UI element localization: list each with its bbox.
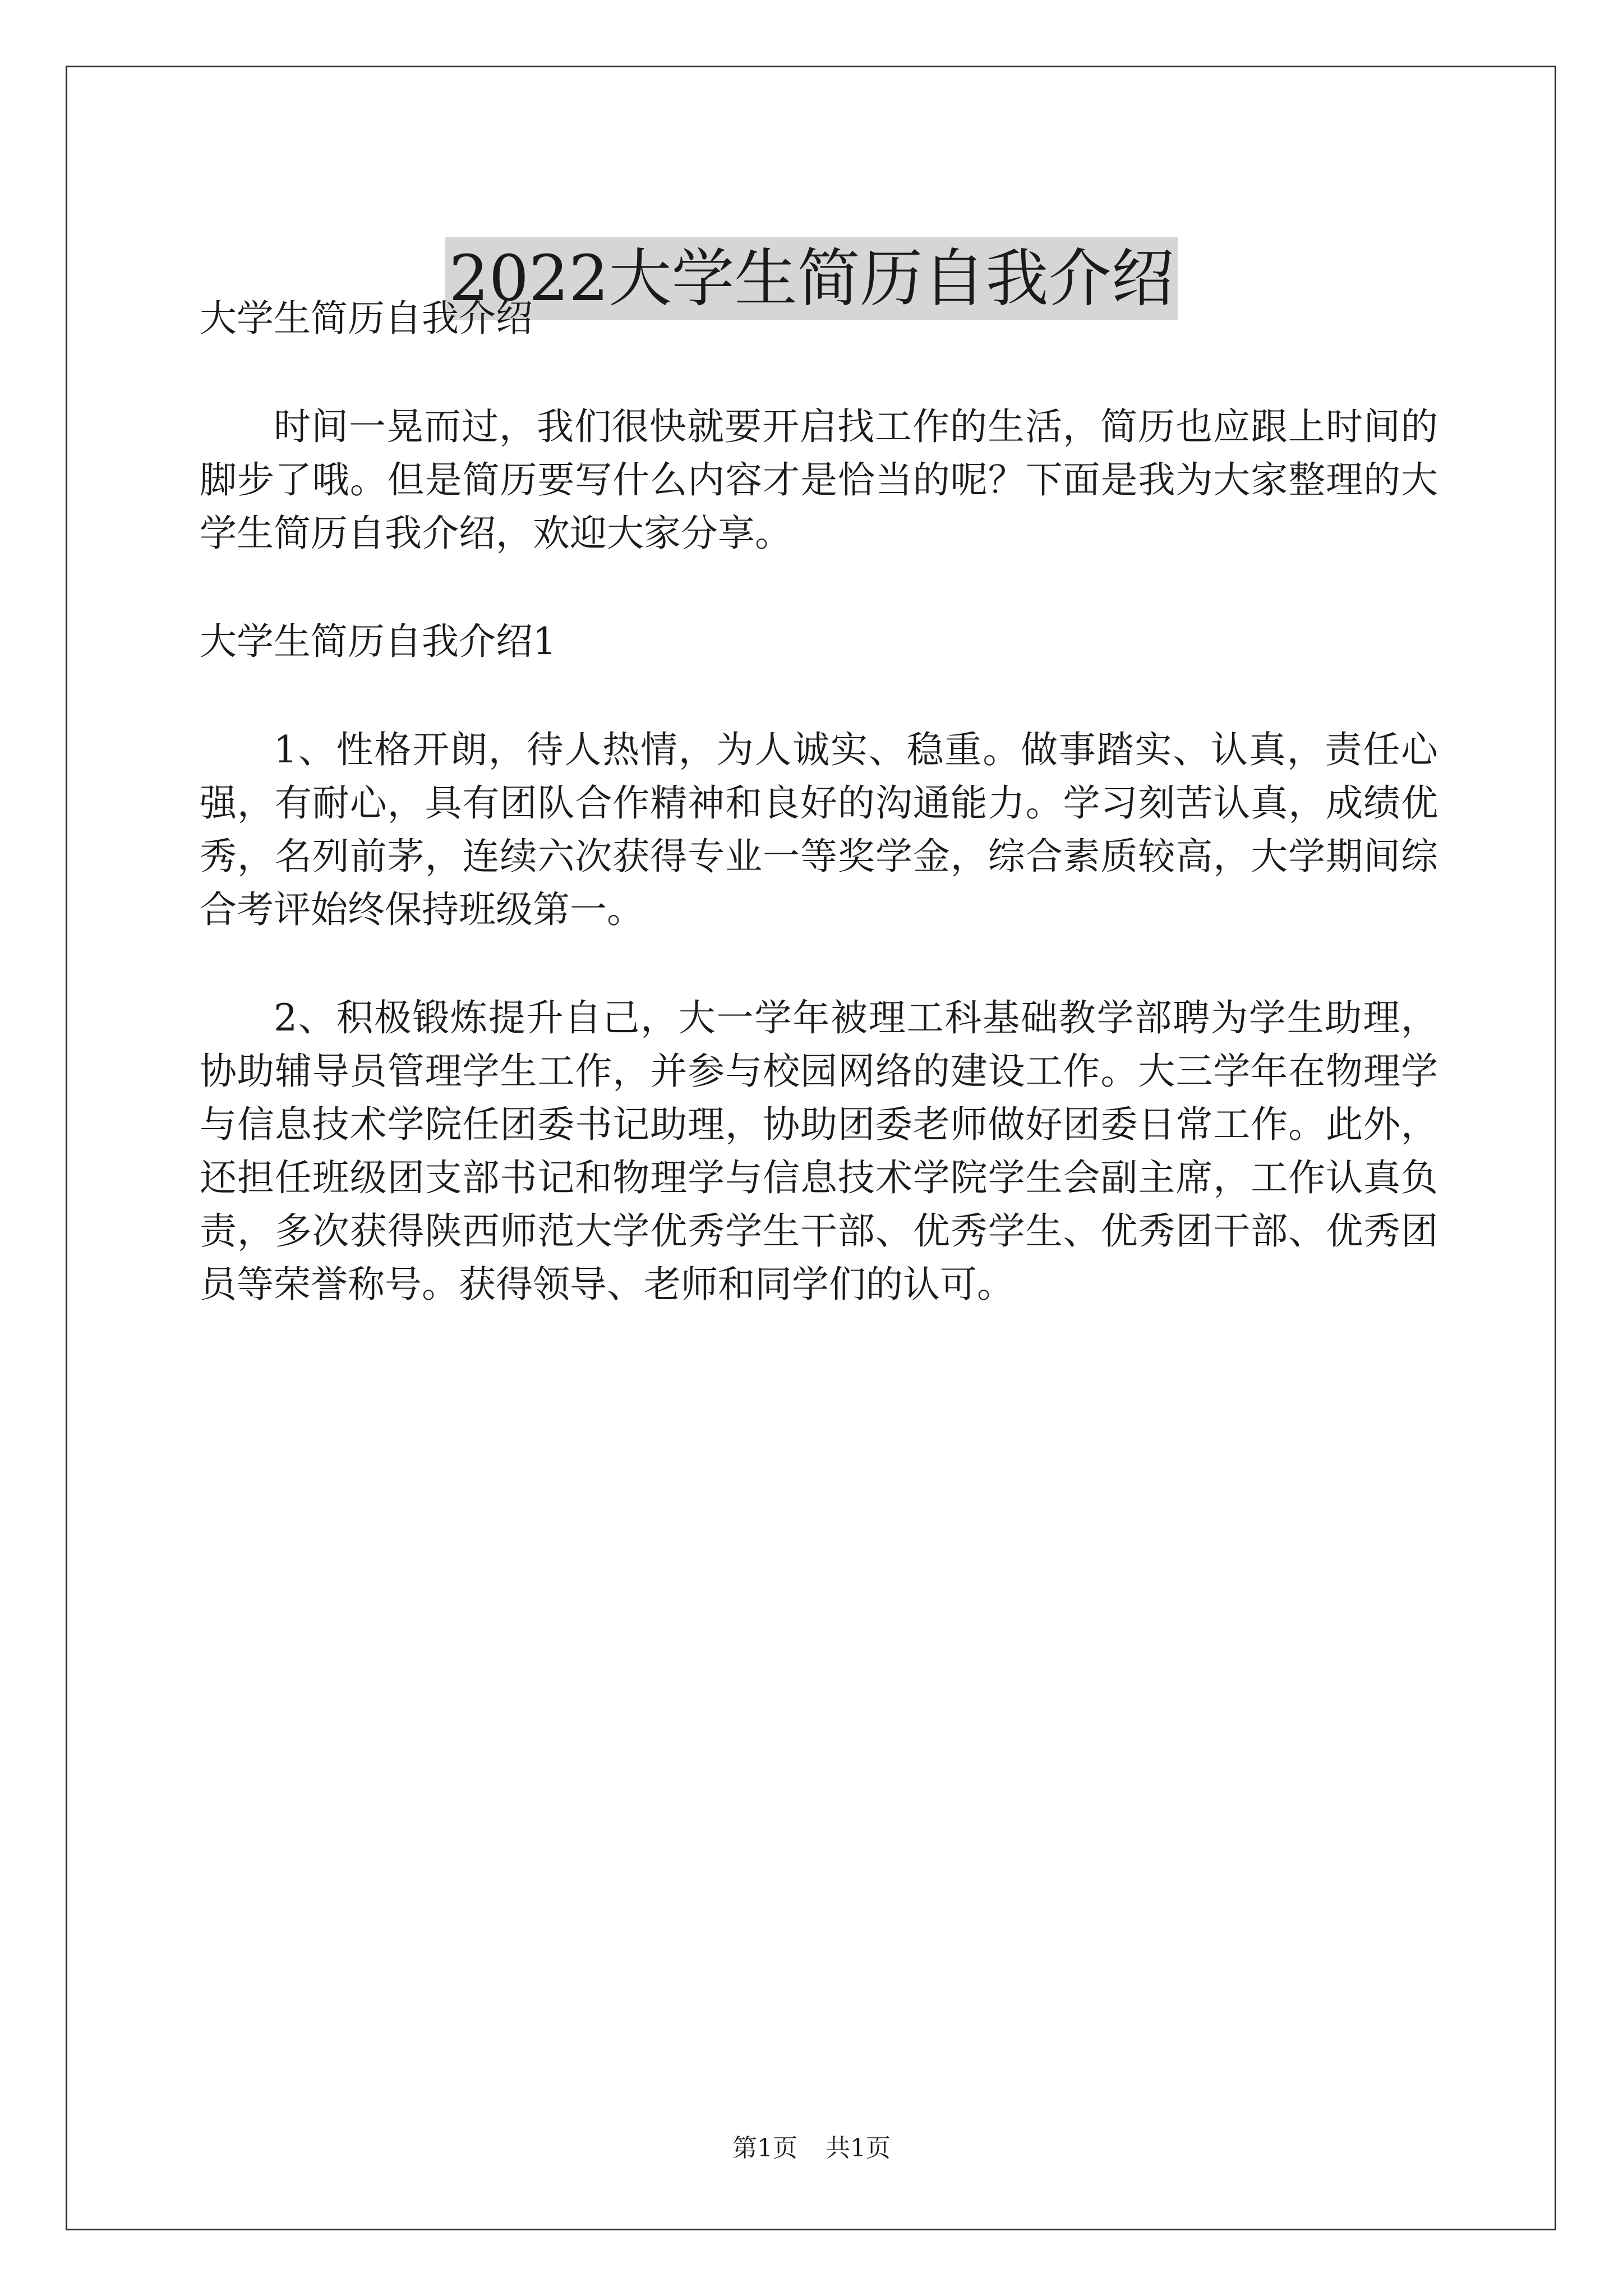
document-body bbox=[200, 292, 1438, 1311]
document-title: 2022大学生简历自我介绍 bbox=[445, 237, 1177, 320]
body-paragraph-2: 2、积极锻炼提升自己，大一学年被理工科基础教学部聘为学生助理，协助辅导员管理学生工作，并参与校园网络的建设工作。大三学年在物理学与信息技术学院任团委书记助理，协助团委老师做好团委日常工作。此外，还担任班级团支部书记和物理学与信息技术学院学生会副主席，工作认真负责，多次获得陕西师范大学优秀学生干部、优秀学生、优秀团干部、优秀团员等荣誉称号。获得领导、老师和同学们的认可。 bbox=[200, 996, 1438, 1306]
body-paragraph-1: 1、性格开朗，待人热情，为人诚实、稳重。做事踏实、认真，责任心强，有耐心，具有团队合作精神和良好的沟通能力。学习刻苦认真，成绩优秀，名列前茅，连续六次获得专业一等奖学金，综合素质较高，大学期间综合考评始终保持班级第一。 bbox=[200, 728, 1438, 931]
section-heading: 大学生简历自我介绍1 bbox=[200, 620, 556, 663]
page-number-total: 共1页 bbox=[826, 2134, 891, 2162]
intro-paragraph: 时间一晃而过，我们很快就要开启找工作的生活，简历也应跟上时间的脚步了哦。但是简历要写什么内容才是恰当的呢？下面是我为大家整理的大学生简历自我介绍，欢迎大家分享。 bbox=[200, 405, 1438, 555]
document-subtitle: 大学生简历自我介绍 bbox=[200, 297, 533, 340]
page-footer bbox=[0, 2132, 1623, 2165]
page-number-current: 第1页 bbox=[732, 2134, 797, 2162]
